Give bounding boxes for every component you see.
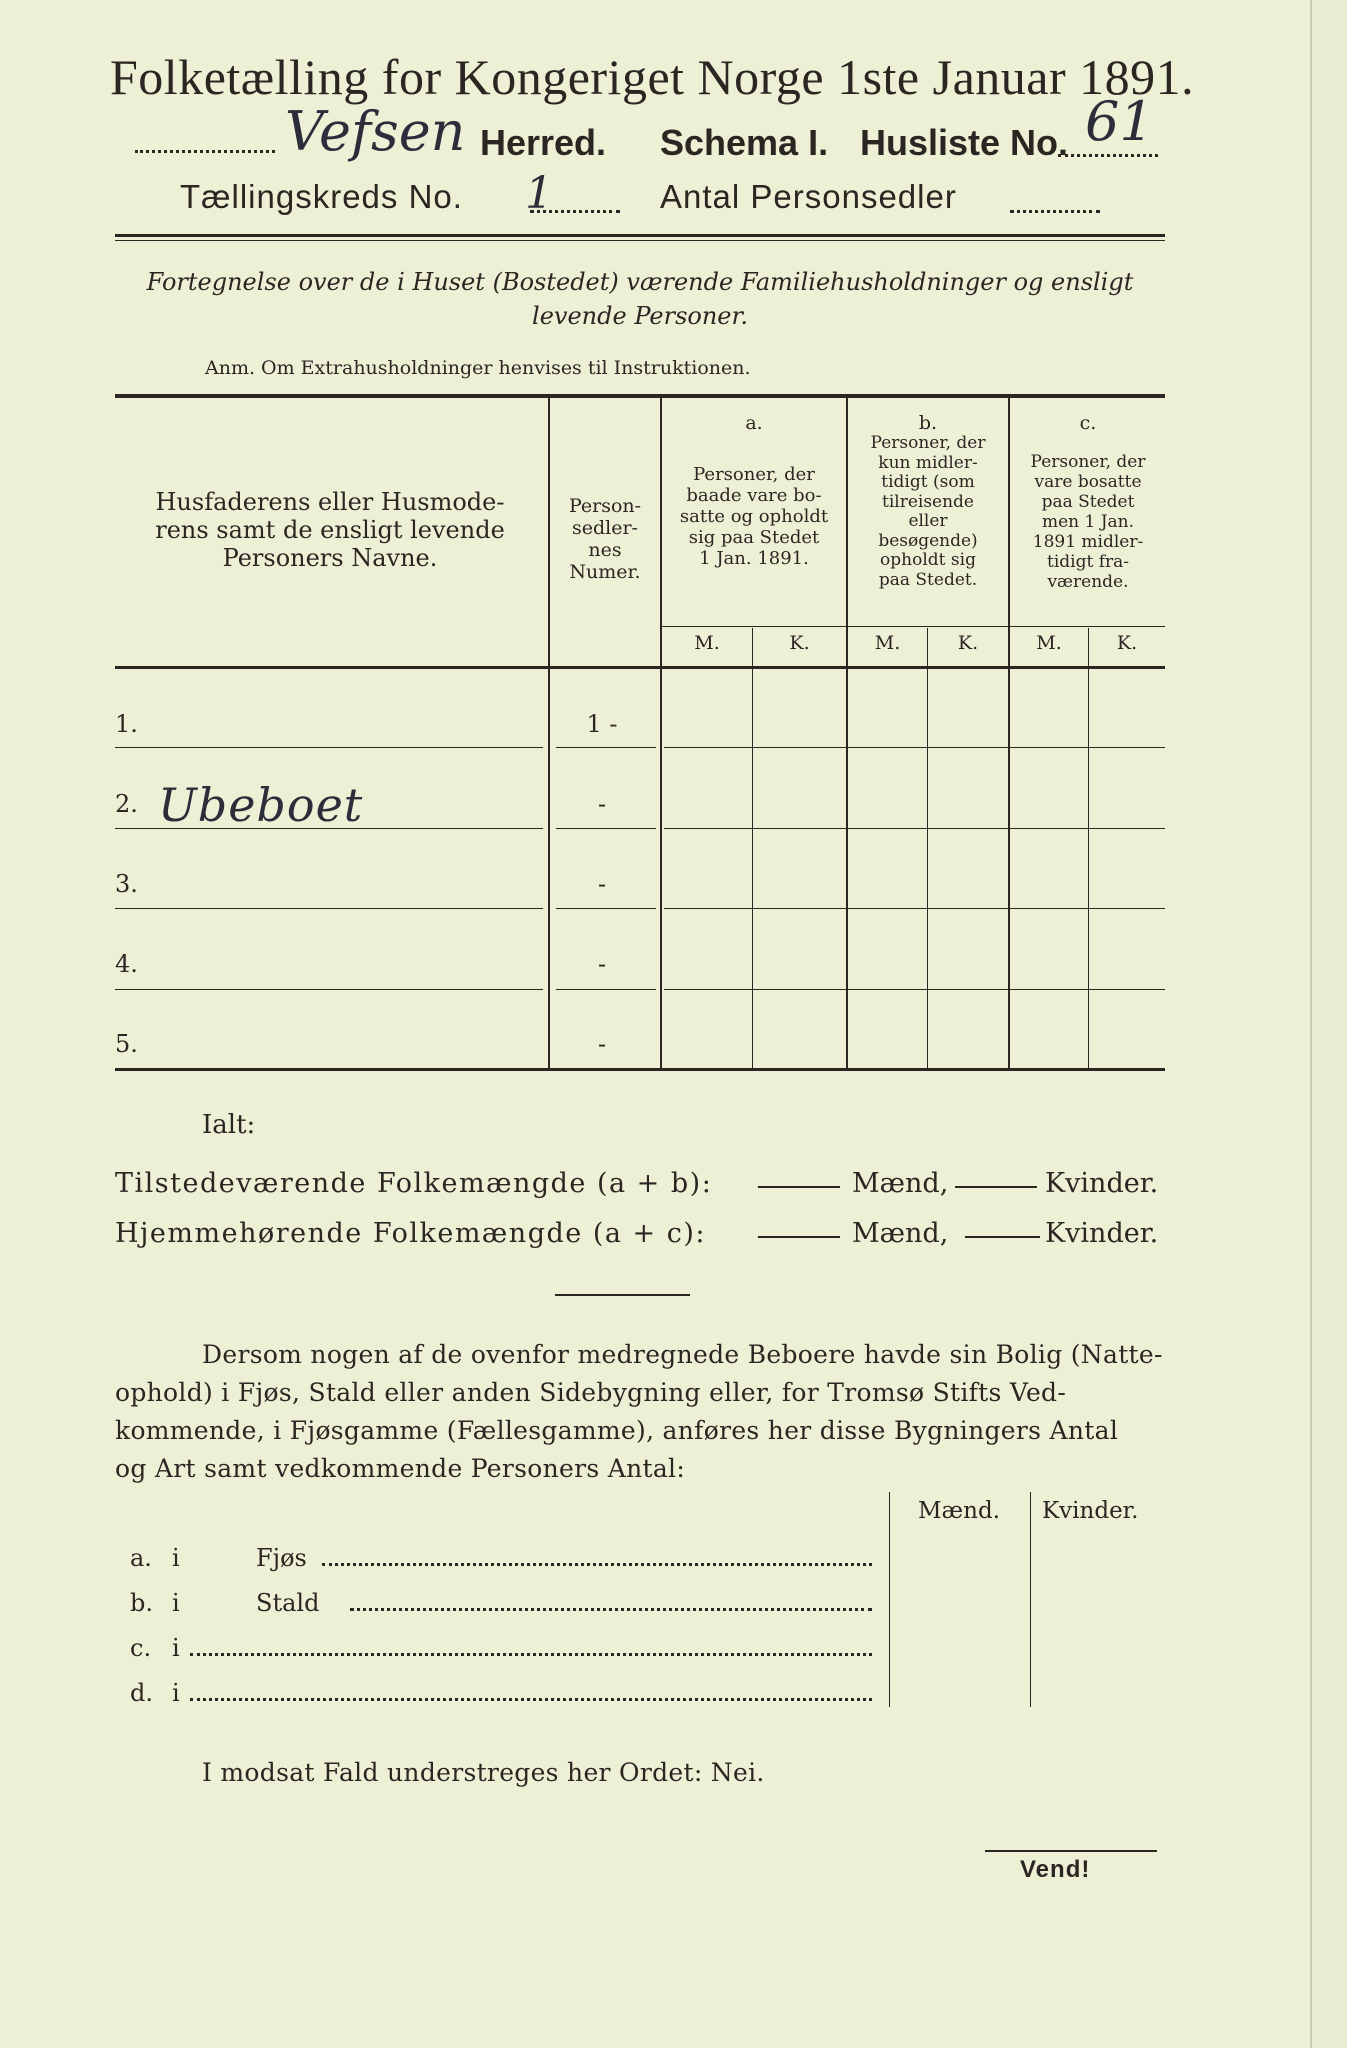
hjemme-kvinder-blank: [965, 1236, 1040, 1238]
hjemme-label: Hjemmehørende Folkemængde (a + c):: [115, 1218, 706, 1249]
header-a: [664, 464, 844, 569]
kreds-value: 1: [525, 168, 553, 219]
header-names: [120, 488, 540, 572]
header-num-line: Numer.: [569, 561, 641, 583]
tilstede-maend-blank: [758, 1186, 840, 1188]
header-c-line: værende.: [1047, 572, 1129, 592]
row-number: 4.: [115, 950, 138, 978]
hjemme-maend: Mænd,: [852, 1218, 949, 1249]
col-divider-a: [846, 398, 848, 1068]
buildings-col-divider: [889, 1492, 890, 1707]
header-b-line: paa Stedet.: [878, 569, 978, 590]
mk-label: K.: [1116, 632, 1138, 654]
header-num-line: Person-: [568, 495, 642, 517]
header-c-line: Personer, der: [1030, 452, 1146, 472]
col-b-mk-divider: [927, 628, 928, 1068]
col-a-mk-divider: [752, 628, 753, 1068]
col-c-mk-divider: [1088, 628, 1089, 1068]
header-a-line: 1 Jan. 1891.: [699, 548, 809, 569]
schema-label: Schema I.: [660, 122, 829, 163]
header-c-line: 1891 midler-: [1032, 532, 1144, 552]
header-c-line: tidigt fra-: [1046, 552, 1129, 572]
header-b-line: tilreisende: [881, 491, 974, 512]
row-rule: [664, 747, 1165, 748]
herred-label: Herred.: [480, 122, 607, 163]
row-number: 2.: [115, 790, 138, 818]
tilstede-label: Tilstedeværende Folkemængde (a + b):: [115, 1168, 713, 1199]
col-divider-names: [548, 398, 550, 1068]
kreds-dots: [530, 210, 620, 213]
header-rule-top: [115, 234, 1165, 237]
row-rule: [556, 828, 656, 829]
row-number: 3.: [115, 870, 138, 898]
header-num-line: sedler-: [572, 517, 638, 539]
tilstede-kvinder-blank: [955, 1186, 1037, 1188]
husliste-label: Husliste No.: [860, 122, 1069, 163]
row-sedler-num: -: [597, 950, 607, 978]
header-b-line: eller: [908, 511, 948, 531]
buildings-para-line: og Art samt vedkommende Personers Antal:: [115, 1454, 686, 1483]
building-label: Fjøs: [256, 1544, 307, 1572]
building-letter: c.: [130, 1634, 152, 1662]
row-rule: [115, 989, 543, 990]
table-bottom-rule: [115, 1068, 1165, 1071]
header-c: [1012, 452, 1164, 592]
mk-label: M.: [694, 632, 720, 654]
building-prep: i: [172, 1679, 180, 1707]
section-separator: [555, 1294, 690, 1296]
vend-rule: [985, 1850, 1157, 1852]
row-number: 5.: [115, 1030, 138, 1058]
row-rule: [556, 989, 656, 990]
nei-line: I modsat Fald understreges her Ordet: Nei.: [202, 1758, 765, 1787]
header-b-line: Personer, der: [870, 433, 986, 453]
header-a-line: baade vare bo-: [686, 485, 822, 506]
header-c-line: men 1 Jan.: [1041, 512, 1135, 532]
header-c-letter: c.: [1079, 412, 1097, 434]
buildings-para-line: ophold) i Fjøs, Stald eller anden Sidebygning eller, for Tromsø Stifts Ved-: [115, 1378, 1067, 1407]
header-a-letter: a.: [745, 412, 763, 434]
tilstede-kvinder: Kvinder.: [1045, 1168, 1159, 1199]
header-num: [552, 495, 658, 583]
building-letter: a.: [130, 1544, 152, 1572]
row-rule: [556, 908, 656, 909]
row-name-handwritten: Ubeboet: [158, 778, 364, 832]
form-title: Folketælling for Kongeriget Norge 1ste Januar 1891.: [110, 49, 1195, 105]
header-b: [850, 434, 1006, 590]
mk-label: K.: [789, 632, 810, 654]
row-sedler-num: -: [597, 790, 607, 818]
husliste-dots: [1058, 154, 1158, 157]
header-b-letter: b.: [918, 412, 938, 434]
buildings-maend-header: Mænd.: [918, 1498, 1001, 1524]
buildings-para-line: Dersom nogen af de ovenfor medregnede Beboere havde sin Bolig (Natte-: [202, 1340, 1163, 1369]
header-rule-bottom: [115, 240, 1165, 241]
header-names-line: Personers Navne.: [222, 544, 438, 572]
building-dots: [190, 1653, 872, 1656]
mk-label: K.: [957, 632, 979, 654]
buildings-kvinder-header: Kvinder.: [1042, 1498, 1139, 1524]
hjemme-kvinder: Kvinder.: [1045, 1218, 1159, 1249]
header-b-line: besøgende): [878, 530, 978, 551]
row-rule: [115, 908, 543, 909]
building-letter: b.: [130, 1589, 153, 1617]
antal-label: Antal Personsedler: [660, 178, 957, 215]
header-names-line: rens samt de ensligt levende: [155, 516, 505, 544]
mk-header-line: [662, 626, 1165, 627]
row-rule: [556, 747, 656, 748]
row-sedler-num: -: [597, 1030, 607, 1058]
row-number: 1.: [115, 710, 138, 738]
col-divider-num: [660, 398, 662, 1068]
row-rule: [664, 989, 1165, 990]
header-num-line: nes: [588, 539, 622, 561]
header-b-line: tidigt (som: [881, 472, 975, 492]
building-dots: [322, 1563, 872, 1566]
ialt-label: Ialt:: [202, 1110, 256, 1140]
building-label: Stald: [256, 1589, 320, 1617]
header-a-line: Personer, der: [693, 464, 815, 485]
anm-note: Anm. Om Extrahusholdninger henvises til Instruktionen.: [205, 357, 751, 379]
row-sedler-num: -: [597, 870, 607, 898]
antal-dots: [1010, 210, 1100, 213]
mk-label: M.: [874, 632, 901, 654]
herred-dots: [135, 150, 275, 153]
header-b-line: opholdt sig: [880, 550, 976, 570]
intro-line-1: Fortegnelse over de i Huset (Bostedet) værende Familiehusholdninger og ensligt: [146, 268, 1134, 296]
row-rule: [664, 828, 1165, 829]
husliste-value: 61: [1085, 90, 1154, 153]
tilstede-maend: Mænd,: [852, 1168, 949, 1199]
building-prep: i: [172, 1589, 180, 1617]
hjemme-maend-blank: [758, 1236, 840, 1238]
header-a-line: sig paa Stedet: [688, 527, 820, 548]
header-c-line: paa Stedet: [1041, 492, 1135, 512]
building-dots: [190, 1698, 872, 1701]
header-b-line: kun midler-: [878, 452, 978, 473]
building-prep: i: [172, 1634, 180, 1662]
row-sedler-num: 1 -: [586, 710, 618, 738]
mk-label: M.: [1036, 632, 1062, 654]
header-a-line: satte og opholdt: [679, 506, 829, 527]
buildings-col-divider: [1030, 1492, 1031, 1707]
building-dots: [350, 1608, 872, 1611]
intro-line-2: levende Personer.: [532, 302, 748, 330]
building-prep: i: [172, 1544, 180, 1572]
row-rule: [664, 908, 1165, 909]
header-c-line: vare bosatte: [1034, 472, 1142, 492]
building-letter: d.: [130, 1679, 153, 1707]
vend-label: Vend!: [1020, 1856, 1091, 1883]
col-divider-b: [1008, 398, 1010, 1068]
header-names-line: Husfaderens eller Husmode-: [155, 488, 505, 516]
herred-value: Vefsen: [285, 100, 466, 163]
kreds-label: Tællingskreds No.: [180, 178, 463, 215]
row-rule: [115, 747, 543, 748]
buildings-para-line: kommende, i Fjøsgamme (Fællesgamme), anføres her disse Bygningers Antal: [115, 1416, 1119, 1445]
